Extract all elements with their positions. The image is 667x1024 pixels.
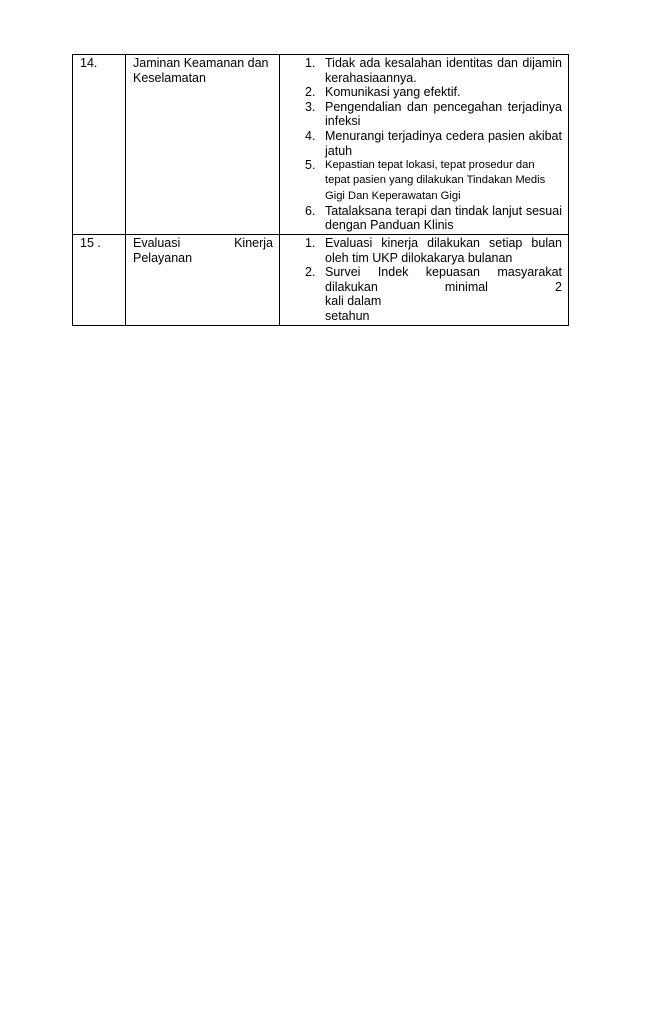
list-item (287, 85, 562, 100)
item-text-line: kali dalam (325, 294, 382, 309)
table-row (73, 234, 569, 325)
description-list (287, 56, 562, 233)
list-item (287, 100, 562, 129)
item-number: 6. (305, 203, 316, 218)
item-text-line: Survei Indek kepuasan masyarakat dilakukan minimal 2 (325, 265, 562, 294)
item-text: Evaluasi kinerja dilakukan setiap bulan oleh tim UKP dilokakarya bulanan (325, 235, 562, 265)
item-text: Pengendalian dan pencegahan terjadinya infeksi (325, 99, 562, 129)
item-number: 3. (305, 99, 316, 114)
table-row (73, 55, 569, 235)
list-item (287, 204, 562, 233)
item-text: Menurangi terjadinya cedera pasien akibat jatuh (325, 128, 562, 158)
list-item (287, 158, 562, 204)
item-number: 2. (305, 85, 316, 100)
item-text-line: setahun (325, 308, 370, 323)
item-number: 4. (305, 128, 316, 143)
list-item (287, 56, 562, 85)
item-text: Tidak ada kesalahan identitas dan dijamin kerahasiaannya. (325, 56, 562, 85)
item-number: 2. (305, 265, 316, 280)
item-number: 1. (305, 235, 316, 250)
item-text (325, 265, 562, 323)
component-name: Evaluasi Kinerja Pelayanan (126, 234, 280, 325)
component-name: Jaminan Keamanan dan Keselamatan (126, 55, 280, 235)
item-text: Tatalaksana terapi dan tindak lanjut sesuai dengan Panduan Klinis (325, 203, 562, 233)
row-number: 15 . (73, 234, 126, 325)
item-number: 5. (305, 158, 316, 173)
list-item (287, 236, 562, 265)
list-item (287, 129, 562, 158)
list-item (287, 265, 562, 323)
service-standard-table (72, 54, 569, 326)
description-list (287, 236, 562, 324)
description-cell (280, 234, 569, 325)
item-text: Kepastian tepat lokasi, tepat prosedur dan tepat pasien yang dilakukan Tindakan Medis Gigi Dan Keperawatan Gigi (325, 159, 546, 202)
item-text: Komunikasi yang efektif. (325, 85, 461, 100)
item-number: 1. (305, 56, 316, 70)
row-number: 14. (73, 55, 126, 235)
description-cell (280, 55, 569, 235)
